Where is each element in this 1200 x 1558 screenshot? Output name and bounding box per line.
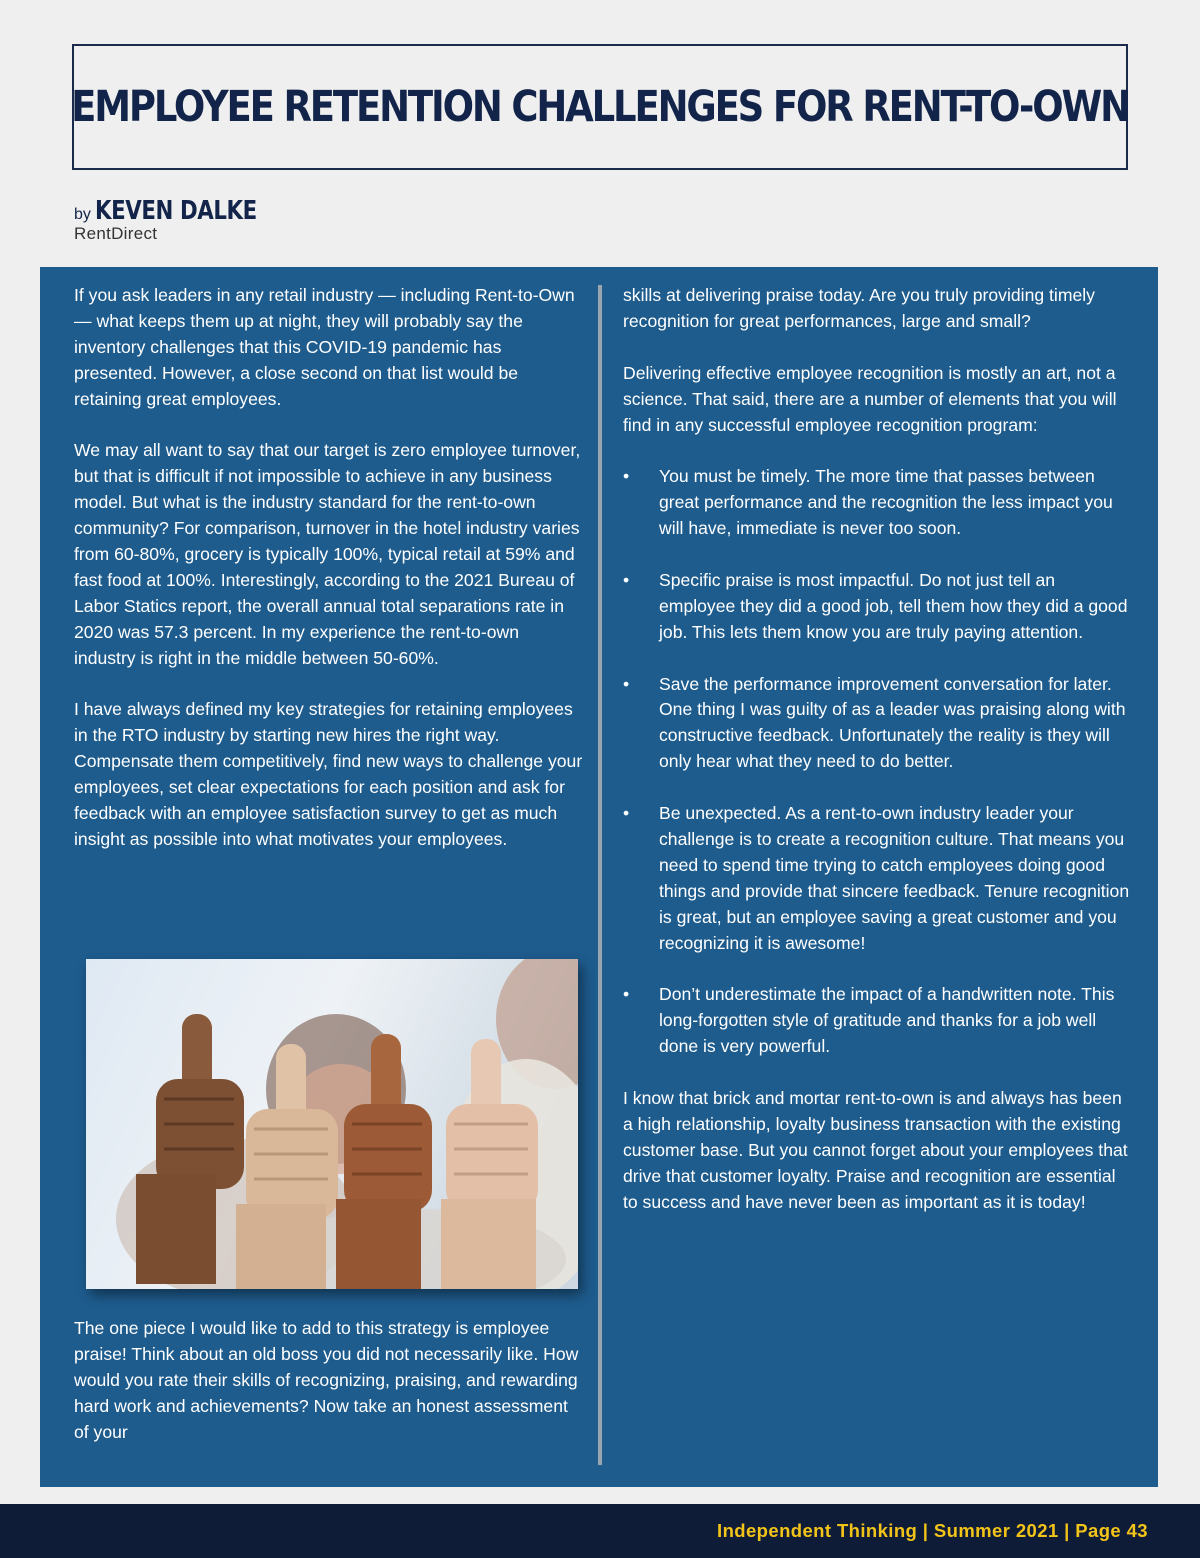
bullet-icon: •: [623, 803, 630, 824]
thumbs-up-photo: [86, 959, 578, 1289]
bullet-icon: •: [623, 984, 630, 1005]
list-item-text: Don’t underestimate the impact of a handwritten note. This long-forgotten style of gratitude and thanks for a job well done is very powerful.: [659, 984, 1115, 1057]
bullet-icon: •: [623, 466, 630, 487]
list-item: [623, 672, 1133, 776]
recognition-elements-list: [623, 464, 1133, 1060]
list-item: [623, 982, 1133, 1060]
paragraph: Delivering effective employee recognition is mostly an art, not a science. That said, there are a number of elements that you will find in any successful employee recognition program:: [623, 362, 1117, 435]
list-item-text: Be unexpected. As a rent-to-own industry leader your challenge is to create a recognition culture. That means you need to spend time trying to catch employees doing good things and provide that sincere feedback. Tenure recognition is great, but an employee saving a great customer and you recognizing it is awesome!: [659, 803, 1130, 953]
footer-text: Independent Thinking | Summer 2021 | Page 43: [717, 1520, 1148, 1541]
paragraph: The one piece I would like to add to this strategy is employee praise! Think about an old boss you did not necessarily like. How would you rate their skills of recognizing, praising, and rewarding hard work and achievements? Now take an honest assessment of your: [74, 1318, 579, 1442]
column-1-continued: [74, 1316, 584, 1471]
paragraph: If you ask leaders in any retail industry — including Rent-to-Own — what keeps them up at night, they will probably say the inventory challenges that this COVID-19 pandemic has presented. However, a close second on that list would be retaining great employees.: [74, 285, 575, 409]
paragraph: skills at delivering praise today. Are you truly providing timely recognition for great performances, large and small?: [623, 285, 1095, 331]
list-item-text: You must be timely. The more time that passes between great performance and the recognition the less impact you will have, immediate is never too soon.: [659, 466, 1113, 539]
paragraph: We may all want to say that our target is zero employee turnover, but that is difficult if not impossible to achieve in any business model. But what is the industry standard for the rent-to-own community? For comparison, turnover in the hotel industry varies from 60-80%, grocery is typically 100%, typical retail at 59% and fast food at 100%. Interestingly, according to the 2021 Bureau of Labor Statics report, the overall annual total separations rate in 2020 was 57.3 percent. In my experience the rent-to-own industry is right in the middle between 50-60%.: [74, 440, 581, 668]
column-1: [74, 283, 584, 879]
list-item-text: Specific praise is most impactful. Do not just tell an employee they did a good job, tell them how they did a good job. This lets them know you are truly paying attention.: [659, 569, 1128, 642]
byline: [74, 196, 293, 244]
list-item: [623, 568, 1133, 646]
author-name: KEVEN DALKE: [95, 196, 258, 226]
list-item: [623, 464, 1133, 542]
list-item-text: Save the performance improvement conversation for later. One thing I was guilty of as a leader was praising along with constructive feedback. Unfortunately the reality is they will only hear what they need to do better.: [659, 673, 1126, 772]
column-divider: [598, 285, 602, 1465]
column-2: [623, 283, 1133, 1241]
by-label: by: [74, 206, 91, 223]
article-title: EMPLOYEE RETENTION CHALLENGES FOR RENT-TO-OWN: [71, 82, 1129, 132]
bullet-icon: •: [623, 569, 630, 590]
paragraph: I know that brick and mortar rent-to-own is and always has been a high relationship, loyalty business transaction with the existing customer base. But you cannot forget about your employees that drive that customer loyalty. Praise and recognition are essential to success and have never been as important as it is today!: [623, 1087, 1128, 1212]
paragraph: I have always defined my key strategies for retaining employees in the RTO industry by starting new hires the right way. Compensate them competitively, find new ways to challenge your employees, set clear expectations for each position and ask for feedback with an employee satisfaction survey to get as much insight as possible into what motivates your employees.: [74, 699, 583, 849]
author-company: RentDirect: [74, 224, 158, 243]
bullet-icon: •: [623, 673, 630, 694]
list-item: [623, 801, 1133, 956]
page-footer: [0, 1504, 1200, 1558]
title-box: [72, 44, 1128, 170]
